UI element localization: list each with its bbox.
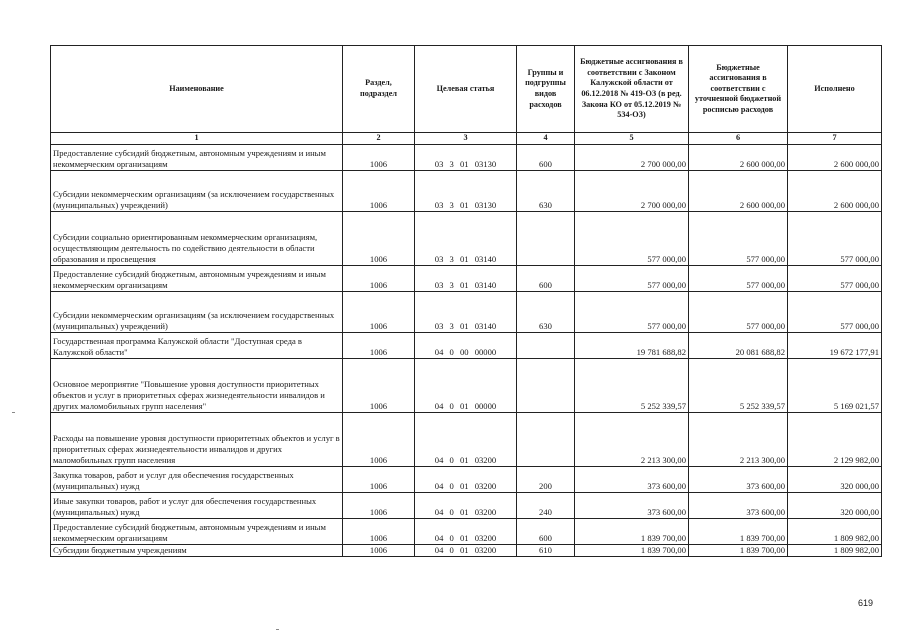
row-refined-amount: 373 600,00 bbox=[689, 466, 788, 492]
row-executed-amount: 320 000,00 bbox=[788, 466, 882, 492]
row-law-amount: 577 000,00 bbox=[575, 291, 689, 332]
row-executed-amount: 5 169 021,57 bbox=[788, 358, 882, 412]
row-name: Предоставление субсидий бюджетным, автономным учреждениям и иным некоммерческим организациям bbox=[51, 265, 343, 291]
table-row bbox=[51, 291, 882, 332]
row-executed-amount: 577 000,00 bbox=[788, 265, 882, 291]
row-refined-amount: 5 252 339,57 bbox=[689, 358, 788, 412]
row-refined-amount: 2 213 300,00 bbox=[689, 412, 788, 466]
row-law-amount: 5 252 339,57 bbox=[575, 358, 689, 412]
row-executed-amount: 320 000,00 bbox=[788, 492, 882, 518]
column-number: 7 bbox=[788, 133, 882, 145]
row-executed-amount: 19 672 177,91 bbox=[788, 332, 882, 358]
row-refined-amount: 1 839 700,00 bbox=[689, 518, 788, 544]
table-row bbox=[51, 265, 882, 291]
row-group: 240 bbox=[517, 492, 575, 518]
row-executed-amount: 2 129 982,00 bbox=[788, 412, 882, 466]
row-target: 04 0 01 03200 bbox=[415, 518, 517, 544]
row-group bbox=[517, 358, 575, 412]
table-row bbox=[51, 170, 882, 211]
table-row bbox=[51, 211, 882, 265]
column-number: 6 bbox=[689, 133, 788, 145]
column-number: 3 bbox=[415, 133, 517, 145]
header-expense-groups: Группы и подгруппы видов расходов bbox=[517, 46, 575, 133]
row-law-amount: 2 213 300,00 bbox=[575, 412, 689, 466]
row-executed-amount: 577 000,00 bbox=[788, 211, 882, 265]
column-number: 2 bbox=[343, 133, 415, 145]
header-row bbox=[51, 46, 882, 133]
row-section: 1006 bbox=[343, 466, 415, 492]
row-name: Субсидии некоммерческим организациям (за исключением государственных (муниципальных) учреждений) bbox=[51, 291, 343, 332]
row-target: 03 3 01 03140 bbox=[415, 265, 517, 291]
table-row bbox=[51, 332, 882, 358]
column-number: 5 bbox=[575, 133, 689, 145]
row-section: 1006 bbox=[343, 291, 415, 332]
row-group: 630 bbox=[517, 170, 575, 211]
row-executed-amount: 1 809 982,00 bbox=[788, 518, 882, 544]
row-refined-amount: 373 600,00 bbox=[689, 492, 788, 518]
header-refined-allocations: Бюджетные ассигнования в соответствии с уточненной бюджетной росписью расходов bbox=[689, 46, 788, 133]
row-executed-amount: 577 000,00 bbox=[788, 291, 882, 332]
row-section: 1006 bbox=[343, 518, 415, 544]
row-group: 600 bbox=[517, 518, 575, 544]
row-group bbox=[517, 332, 575, 358]
row-law-amount: 577 000,00 bbox=[575, 211, 689, 265]
table-row bbox=[51, 544, 882, 556]
row-refined-amount: 577 000,00 bbox=[689, 265, 788, 291]
header-executed: Исполнено bbox=[788, 46, 882, 133]
scan-speck bbox=[276, 629, 279, 630]
row-name: Предоставление субсидий бюджетным, автономным учреждениям и иным некоммерческим организациям bbox=[51, 144, 343, 170]
row-group: 610 bbox=[517, 544, 575, 556]
table-row bbox=[51, 518, 882, 544]
row-section: 1006 bbox=[343, 170, 415, 211]
row-group: 200 bbox=[517, 466, 575, 492]
row-target: 04 0 01 03200 bbox=[415, 466, 517, 492]
row-section: 1006 bbox=[343, 412, 415, 466]
row-name: Иные закупки товаров, работ и услуг для обеспечения государственных (муниципальных) нужд bbox=[51, 492, 343, 518]
row-name: Основное мероприятие "Повышение уровня доступности приоритетных объектов и услуг в приоритетных сферах жизнедеятельности инвалидов и других маломобильных групп населения" bbox=[51, 358, 343, 412]
row-target: 04 0 01 03200 bbox=[415, 412, 517, 466]
row-name: Предоставление субсидий бюджетным, автономным учреждениям и иным некоммерческим организациям bbox=[51, 518, 343, 544]
row-target: 04 0 01 00000 bbox=[415, 358, 517, 412]
row-name: Субсидии социально ориентированным некоммерческим организациям, осуществляющим деятельность по содействию деятельности в области образования и просвещения bbox=[51, 211, 343, 265]
budget-table bbox=[50, 45, 882, 557]
row-target: 03 3 01 03140 bbox=[415, 211, 517, 265]
row-group: 600 bbox=[517, 265, 575, 291]
row-refined-amount: 1 839 700,00 bbox=[689, 544, 788, 556]
row-law-amount: 577 000,00 bbox=[575, 265, 689, 291]
header-target-item: Целевая статья bbox=[415, 46, 517, 133]
table-row bbox=[51, 466, 882, 492]
row-section: 1006 bbox=[343, 265, 415, 291]
row-law-amount: 2 700 000,00 bbox=[575, 170, 689, 211]
row-section: 1006 bbox=[343, 358, 415, 412]
row-section: 1006 bbox=[343, 211, 415, 265]
table-row bbox=[51, 492, 882, 518]
header-section: Раздел, подраздел bbox=[343, 46, 415, 133]
row-executed-amount: 1 809 982,00 bbox=[788, 544, 882, 556]
row-law-amount: 1 839 700,00 bbox=[575, 518, 689, 544]
column-number-row bbox=[51, 133, 882, 145]
page-number: 619 bbox=[858, 598, 874, 608]
row-target: 04 0 01 03200 bbox=[415, 544, 517, 556]
row-executed-amount: 2 600 000,00 bbox=[788, 170, 882, 211]
row-group: 630 bbox=[517, 291, 575, 332]
row-target: 03 3 01 03130 bbox=[415, 170, 517, 211]
header-law-allocations: Бюджетные ассигнования в соответствии с Законом Калужской области от 06.12.2018 № 419-ОЗ (в ред. Закона КО от 05.12.2019 № 534-ОЗ) bbox=[575, 46, 689, 133]
row-refined-amount: 2 600 000,00 bbox=[689, 144, 788, 170]
column-number: 1 bbox=[51, 133, 343, 145]
row-refined-amount: 2 600 000,00 bbox=[689, 170, 788, 211]
row-name: Закупка товаров, работ и услуг для обеспечения государственных (муниципальных) нужд bbox=[51, 466, 343, 492]
row-name: Субсидии некоммерческим организациям (за исключением государственных (муниципальных) учреждений) bbox=[51, 170, 343, 211]
row-refined-amount: 577 000,00 bbox=[689, 291, 788, 332]
row-name: Государственная программа Калужской области "Доступная среда в Калужской области" bbox=[51, 332, 343, 358]
row-law-amount: 1 839 700,00 bbox=[575, 544, 689, 556]
header-name: Наименование bbox=[51, 46, 343, 133]
row-name: Субсидии бюджетным учреждениям bbox=[51, 544, 343, 556]
row-refined-amount: 577 000,00 bbox=[689, 211, 788, 265]
row-section: 1006 bbox=[343, 544, 415, 556]
row-law-amount: 373 600,00 bbox=[575, 466, 689, 492]
row-executed-amount: 2 600 000,00 bbox=[788, 144, 882, 170]
table-row bbox=[51, 358, 882, 412]
row-refined-amount: 20 081 688,82 bbox=[689, 332, 788, 358]
row-target: 04 0 01 03200 bbox=[415, 492, 517, 518]
column-number: 4 bbox=[517, 133, 575, 145]
row-section: 1006 bbox=[343, 332, 415, 358]
row-law-amount: 2 700 000,00 bbox=[575, 144, 689, 170]
row-law-amount: 19 781 688,82 bbox=[575, 332, 689, 358]
row-section: 1006 bbox=[343, 144, 415, 170]
row-target: 03 3 01 03130 bbox=[415, 144, 517, 170]
scan-speck bbox=[12, 412, 15, 413]
row-name: Расходы на повышение уровня доступности приоритетных объектов и услуг в приоритетных сферах жизнедеятельности инвалидов и других маломобильных групп населения bbox=[51, 412, 343, 466]
table-row bbox=[51, 412, 882, 466]
row-law-amount: 373 600,00 bbox=[575, 492, 689, 518]
row-target: 03 3 01 03140 bbox=[415, 291, 517, 332]
table-row bbox=[51, 144, 882, 170]
row-section: 1006 bbox=[343, 492, 415, 518]
row-group bbox=[517, 211, 575, 265]
row-target: 04 0 00 00000 bbox=[415, 332, 517, 358]
row-group: 600 bbox=[517, 144, 575, 170]
row-group bbox=[517, 412, 575, 466]
